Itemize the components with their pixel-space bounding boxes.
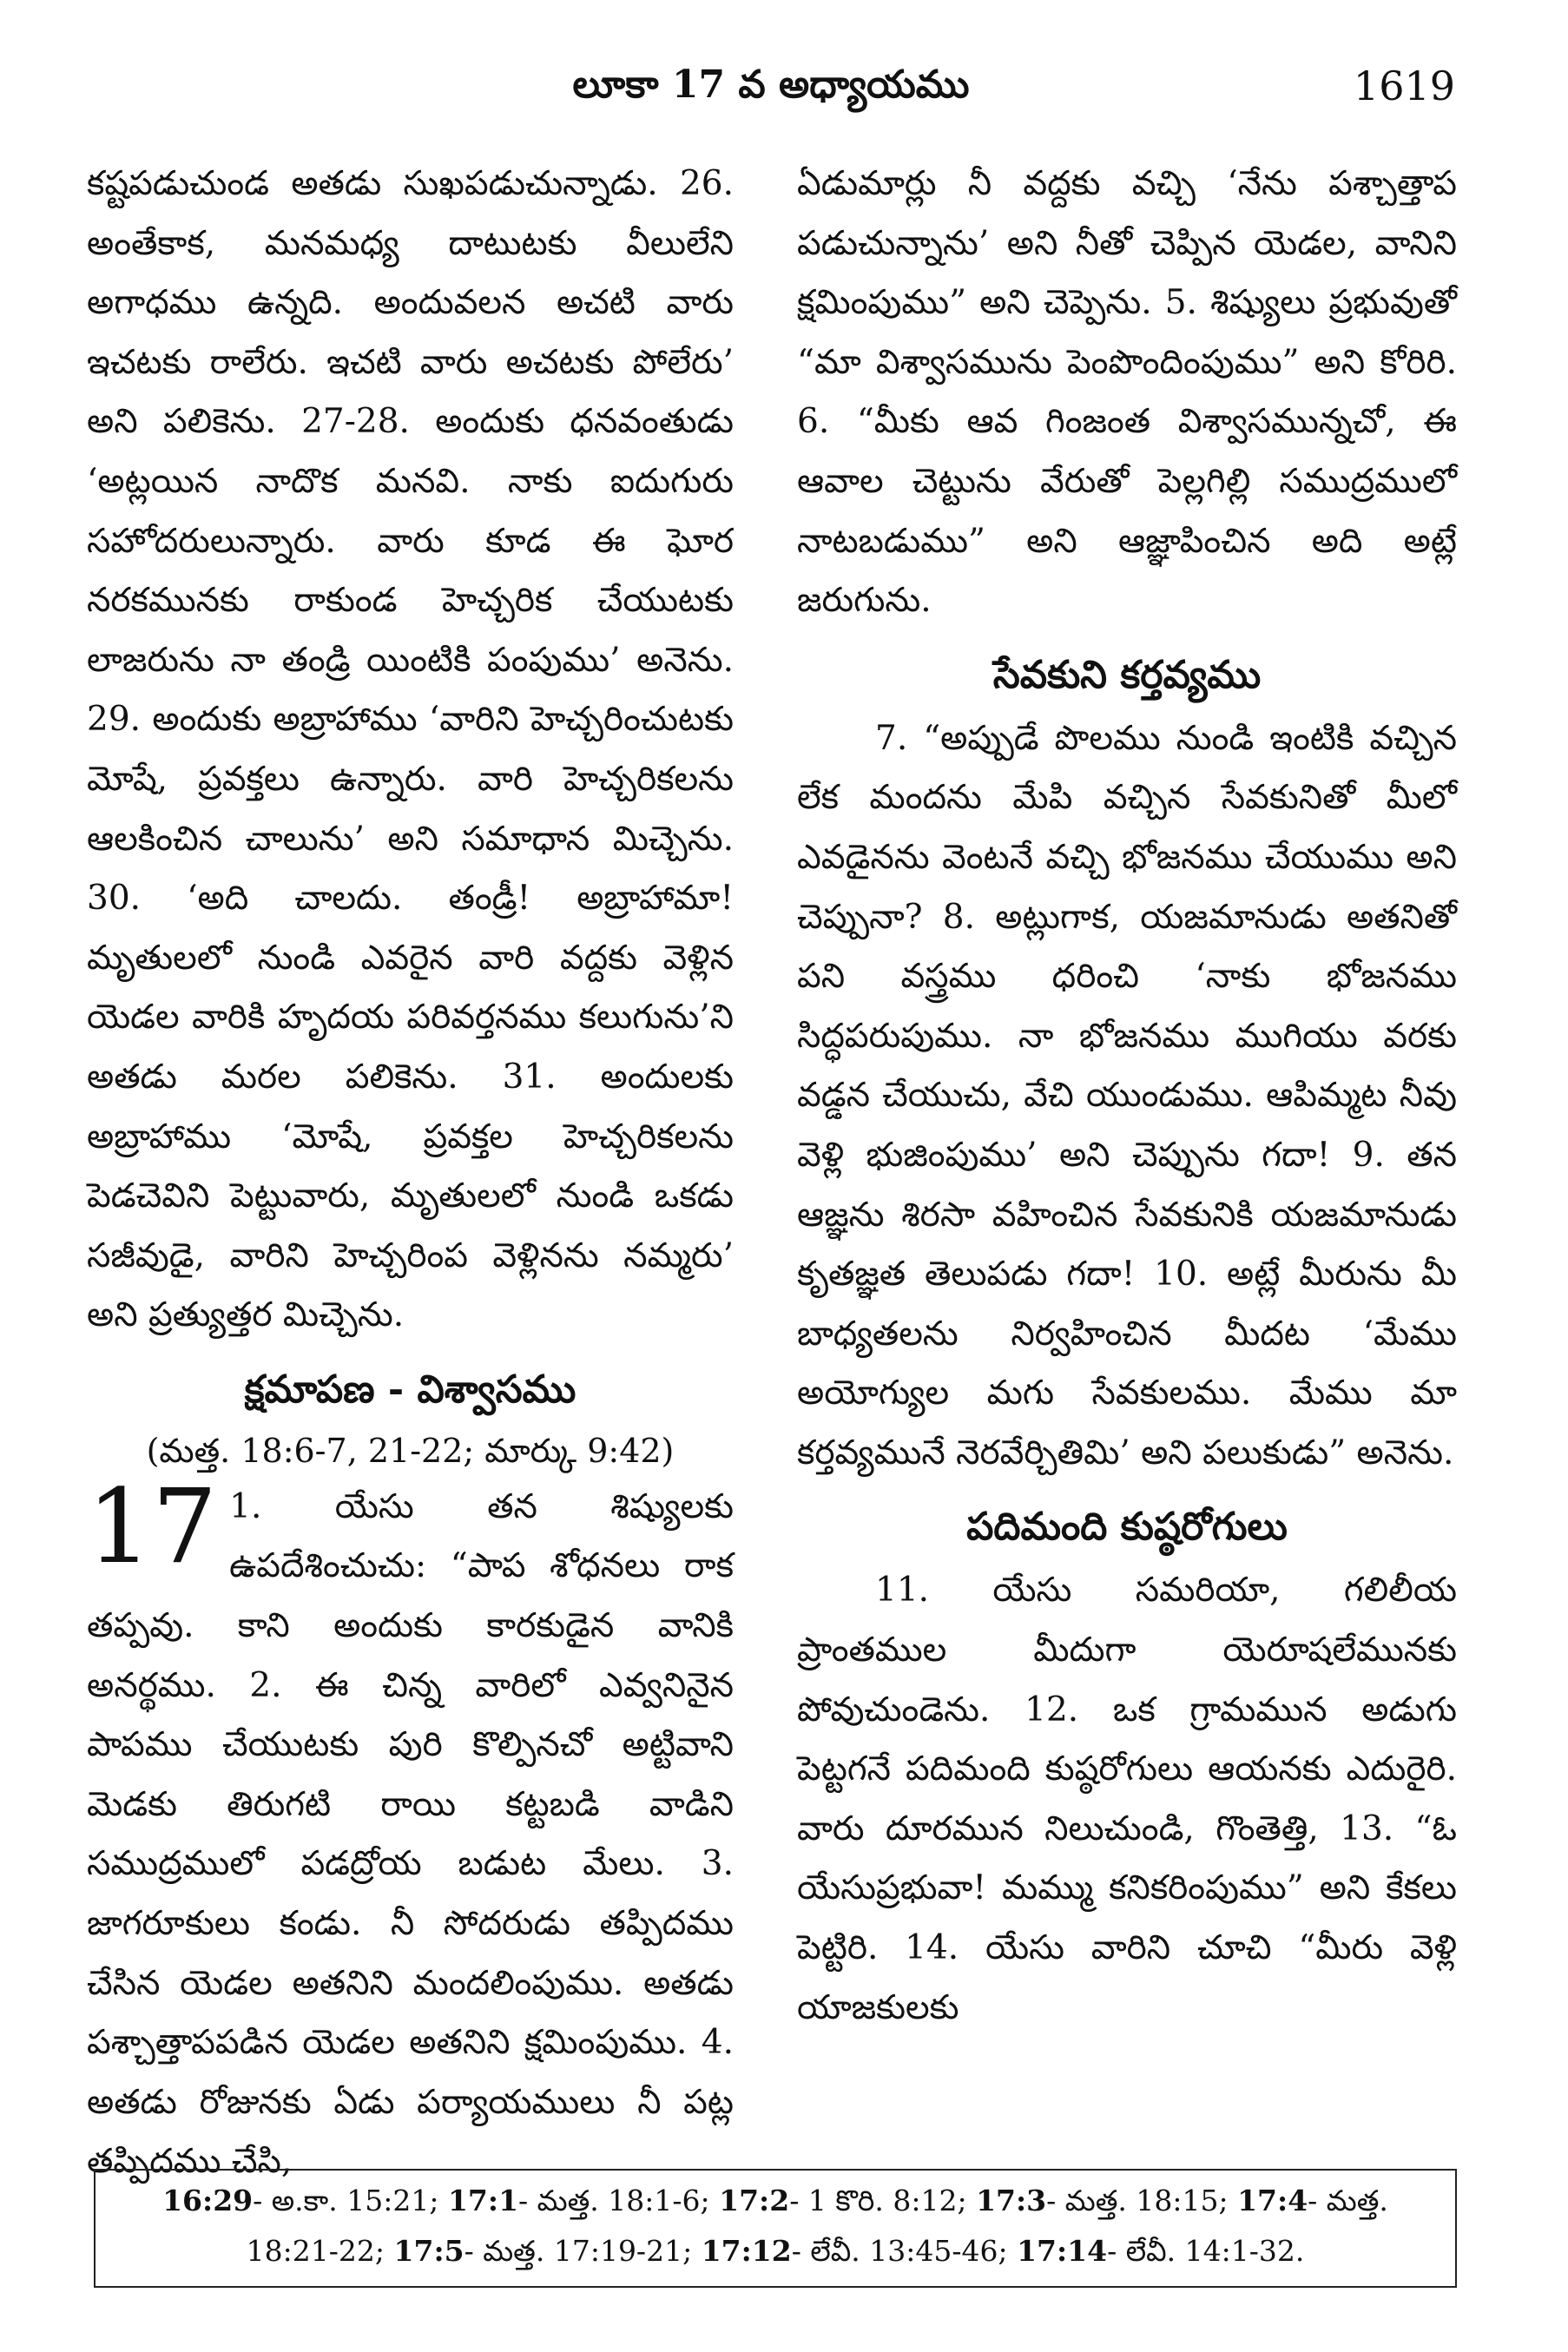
footnote-ref: 17:3 (976, 2184, 1047, 2217)
footnote-line (96, 2226, 1455, 2276)
footnote-box (94, 2169, 1457, 2288)
footnote-text: 18:21-22; (246, 2234, 385, 2268)
footnote-text: - మత్త. 17:19-21; (464, 2234, 693, 2268)
section-heading: పదిమంది కుష్ఠరోగులు (966, 1505, 1288, 1550)
paragraph: 11. యేసు సమరియా, గలిలీయ ప్రాంతముల మీదుగా యెరూషలేమునకు పోవుచుండెను. 12. ఒక గ్రామమున అడుగు పెట్టగనే పదిమంది కుష్ఠరోగులు ఆయనకు ఎదురైరి. వారు దూరమున నిలుచుండి, గొంతెత్తి, 13. “ఓ యేసుప్రభువా! మమ్ము కనికరింపుము” అని కేకలు పెట్టిరి. 14. యేసు వారిని చూచి “మీరు వెళ్లి యాజకులకు (797, 1571, 1457, 2027)
paragraph: కష్టపడుచుండ అతడు సుఖపడుచున్నాడు. 26. అంతేకాక, మనమధ్య దాటుటకు వీలులేని అగాధము ఉన్నది. అందువలన అచటి వారు ఇచటకు రాలేరు. ఇచటి వారు అచటకు పోలేరు’ అని పలికెను. 27-28. అందుకు ధనవంతుడు ‘అట్లయిన నాదొక మనవి. నాకు ఐదుగురు సహోదరులున్నారు. వారు కూడ ఈ ఘోర నరకమునకు రాకుండ హెచ్చరిక చేయుటకు లాజరును నా తండ్రి యింటికి పంపుము’ అనెను. 29. అందుకు అబ్రాహాము ‘వారిని హెచ్చరించుటకు మోషే, ప్రవక్తలు ఉన్నారు. వారి హెచ్చరికలను ఆలకించిన చాలును’ అని సమాధాన మిచ్చెను. 30. ‘అది చాలదు. తండ్రీ! అబ్రాహామా! మృతులలో నుండి ఎవరైన వారి వద్దకు వెళ్లిన యెడల వారికి హృదయ పరివర్తనము కలుగును’ని అతడు మరల పలికెను. 31. అందులకు అబ్రాహాము ‘మోషే, ప్రవక్తల హెచ్చరికలను పెడచెవిని పెట్టువారు, మృతులలో నుండి ఒకడు సజీవుడై, వారిని హెచ్చరింప వెళ్లినను నమ్మరు’ అని ప్రత్యుత్తర మిచ్చెను. (87, 164, 734, 1335)
running-title: లూకా 17 వ అధ్యాయము (572, 63, 970, 107)
cross-reference: (మత్త. 18:6-7, 21-22; మార్కు 9:42) (146, 1431, 675, 1470)
footnote-ref: 17:2 (719, 2184, 790, 2217)
footnote-line (96, 2176, 1455, 2226)
section-heading: క్షమాపణ - విశ్వాసము (244, 1367, 576, 1412)
footnote-text: - అ.కా. 15:21; (253, 2184, 439, 2217)
section-heading: సేవకుని కర్తవ్యము (992, 652, 1262, 697)
footnote-ref: 17:1 (447, 2184, 519, 2217)
left-column (87, 155, 734, 2192)
footnote-text: - లేవీ. 13:45-46; (791, 2234, 1008, 2268)
footnote-ref: 17:4 (1237, 2184, 1308, 2217)
footnote-ref: 17:12 (701, 2234, 792, 2268)
footnote-ref: 16:29 (162, 2184, 254, 2217)
footnote-text: - 1 కొరి. 8:12; (789, 2184, 967, 2217)
page-header (87, 43, 1455, 130)
right-column (797, 155, 1457, 2038)
footnote-text: - మత్త. (1308, 2184, 1388, 2217)
paragraph-text: 1. యేసు తన శిష్యులకు ఉపదేశించుచు: “పాప శోధనలు రాక తప్పవు. కాని అందుకు కారకుడైన వానికి అనర్థము. 2. ఈ చిన్న వారిలో ఎవ్వనినైన పాపము చేయుటకు పురి కొల్పినచో అట్టివాని మెడకు తిరుగటి రాయి కట్టబడి వాడిని సముద్రములో పడద్రోయ బడుట మేలు. 3. జాగరూకులు కండు. నీ సోదరుడు తప్పిదము చేసిన యెడల అతనిని మందలింపుము. అతడు పశ్చాత్తాపపడిన యెడల అతనిని క్షమింపుము. 4. అతడు రోజునకు ఏడు పర్యాయములు నీ పట్ల తప్పిదము చేసి, (87, 1486, 734, 2182)
paragraph: 7. “అప్పుడే పొలము నుండి ఇంటికి వచ్చిన లేక మందను మేపి వచ్చిన సేవకునితో మీలో ఎవడైనను వెంటనే వచ్చి భోజనము చేయుము అని చెప్పునా? 8. అట్లుగాక, యజమానుడు అతనితో పని వస్త్రము ధరించి ‘నాకు భోజనము సిద్ధపరుపుము. నా భోజనము ముగియు వరకు వడ్డన చేయుచు, వేచి యుండుము. ఆపిమ్మట నీవు వెళ్లి భుజింపుము’ అని చెప్పును గదా! 9. తన ఆజ్ఞను శిరసా వహించిన సేవకునికి యజమానుడు కృతజ్ఞత తెలుపడు గదా! 10. అట్లే మీరును మీ బాధ్యతలను నిర్వహించిన మీదట ‘మేము అయోగ్యుల మగు సేవకులము. మేము మా కర్తవ్యమునే నెరవేర్చితిమి’ అని పలుకుడు” అనెను. (797, 718, 1457, 1472)
chapter-paragraph (87, 1466, 734, 2192)
footnote-ref: 17:14 (1017, 2234, 1108, 2268)
chapter-number: 17 (87, 1466, 218, 1586)
footnote-ref: 17:5 (393, 2234, 464, 2268)
footnote-text: - లేవీ. 14:1-32. (1107, 2234, 1305, 2268)
paragraph: ఏడుమార్లు నీ వద్దకు వచ్చి ‘నేను పశ్చాత్తాప పడుచున్నాను’ అని నీతో చెప్పిన యెడల, వానిని క్షమింపుము” అని చెప్పెను. 5. శిష్యులు ప్రభువుతో “మా విశ్వాసమును పెంపొందింపుము” అని కోరిరి. 6. “మీకు ఆవ గింజంత విశ్వాసమున్నచో, ఈ ఆవాల చెట్టును వేరుతో పెల్లగిల్లి సముద్రములో నాటబడుము” అని ఆజ్ఞాపించిన అది అట్లే జరుగును. (797, 164, 1457, 621)
page-number: 1619 (1353, 63, 1455, 109)
footnote-text: - మత్త. 18:1-6; (518, 2184, 710, 2217)
footnote-text: - మత్త. 18:15; (1046, 2184, 1229, 2217)
